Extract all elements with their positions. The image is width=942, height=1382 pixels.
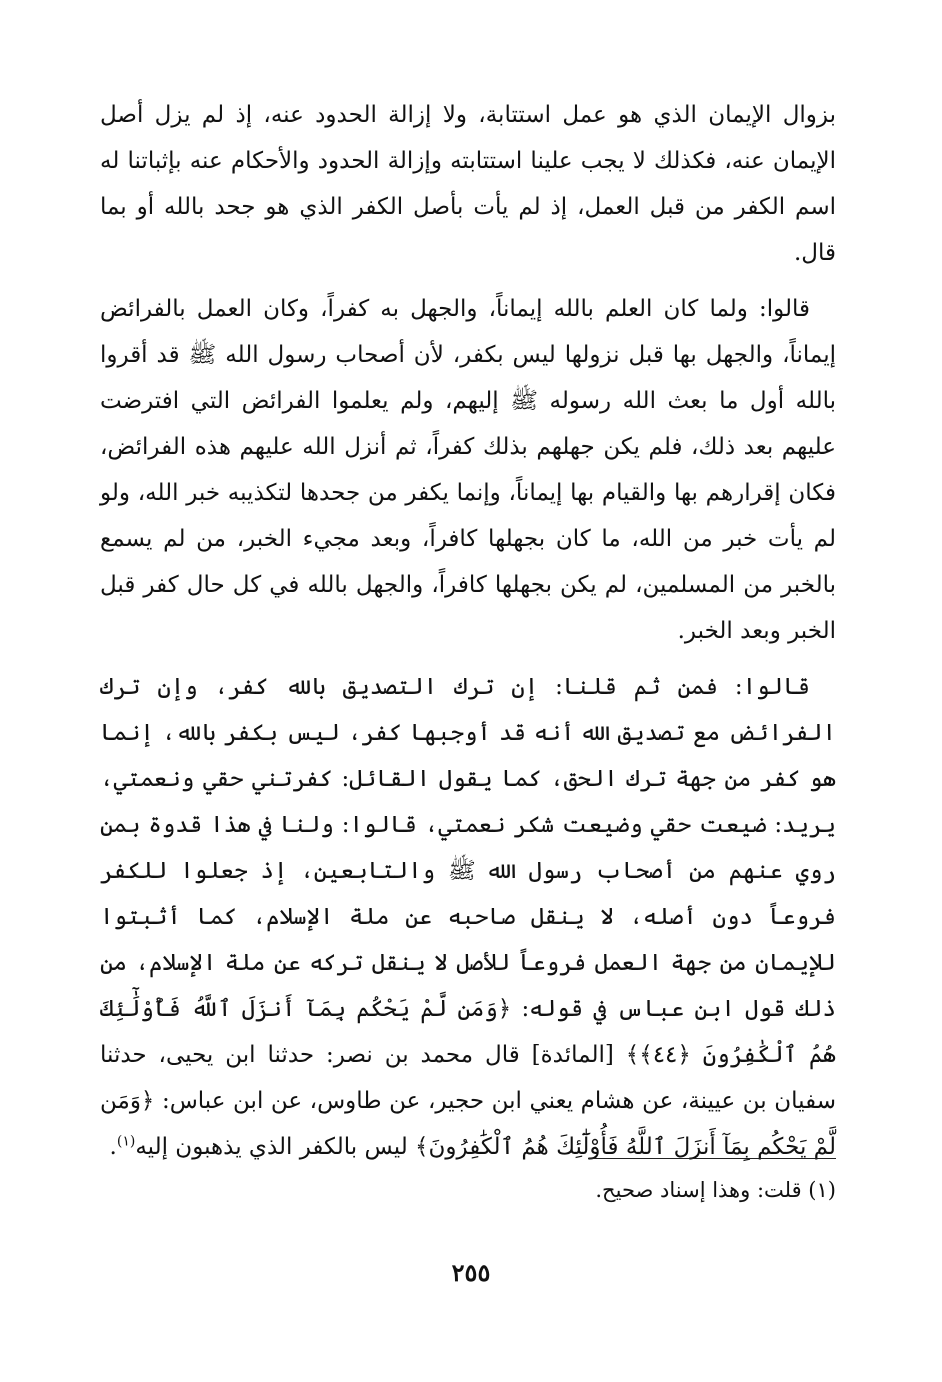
paragraph-3-tail: . [109, 1134, 117, 1160]
paragraph-1: بزوال الإيمان الذي هو عمل استتابة، ولا إزالة الحدود عنه، إذ لم يزل أصل الإيمان عنه، فكذلك لا يجب علينا استتابته وإزالة الحدود والأحكام عنه بإثباتنا له اسم الكفر من قبل العمل، إذ لم يأت بأصل الكفر الذي هو جحد بالله أو بما قال. [100, 102, 836, 266]
footnote: (١) قلت: وهذا إسناد صحيح. [595, 1178, 836, 1202]
page-number: ٢٥٥ [451, 1258, 491, 1287]
paragraph-3-text: قالوا: فمن ثم قلنا: إن ترك التصديق بالله كفر، وإن ترك الفرائض مع تصديق الله أنه قد أوجبها كفر، ليس بكفر بالله، إنما هو كفر من جهة ترك الحق، كما يقول القائل: كفرتني حقي ونعمتي، يريد: ضيعت حقي وضيعت شكر نعمتي، قالوا: ولنا في هذا قدوة بمن روي عنهم من أصحاب رسول الله ﷺ والتابعين، إذ جعلوا للكفر فروعاً دون أصله، لا ينقل صاحبه عن ملة الإسلام، كما أثبتوا للإيمان من جهة العمل فروعاً للأصل لا ينقل تركه عن ملة الإسلام، من ذلك قول ابن عباس في قوله: ﴿وَمَن لَّمْ يَحْكُم بِمَآ أَنزَلَ ٱللَّهُ فَأُوْلَٰٓئِكَ هُمُ ٱلْكَٰفِرُونَ ﴿٤٤﴾﴾ [المائدة] قال محمد بن نصر: حدثنا ابن يحيى، حدثنا سفيان بن عيينة، عن هشام يعني ابن حجير، عن طاوس، عن ابن عباس: ﴿وَمَن لَّمْ يَحْكُم بِمَآ أَنزَلَ ٱللَّهُ فَأُوْلَٰٓئِكَ هُمُ ٱلْكَٰفِرُونَ﴾ ليس بالكفر الذي يذهبون إليه [100, 674, 837, 1160]
page-body [100, 92, 836, 1170]
footnote-divider [588, 1158, 836, 1159]
paragraph-2: قالوا: ولما كان العلم بالله إيماناً، والجهل به كفراً، وكان العمل بالفرائض إيماناً، والجهل بها قبل نزولها ليس بكفر، لأن أصحاب رسول الله ﷺ قد أقروا بالله أول ما بعث الله رسوله ﷺ إليهم، ولم يعلموا الفرائض التي افترضت عليهم بعد ذلك، فلم يكن جهلهم بذلك كفراً، ثم أنزل الله عليهم هذه الفرائض، فكان إقرارهم بها والقيام بها إيماناً، وإنما يكفر من جحدها لتكذيبه خبر الله، ولو لم يأت خبر من الله، ما كان بجهلها كافراً، وبعد مجيء الخبر، من لم يسمع بالخبر من المسلمين، لم يكن بجهلها كافراً، والجهل بالله في كل حال كفر قبل الخبر وبعد الخبر. [100, 296, 836, 644]
paragraph-3 [100, 664, 836, 1170]
footnote-marker: (١) [116, 1133, 136, 1150]
